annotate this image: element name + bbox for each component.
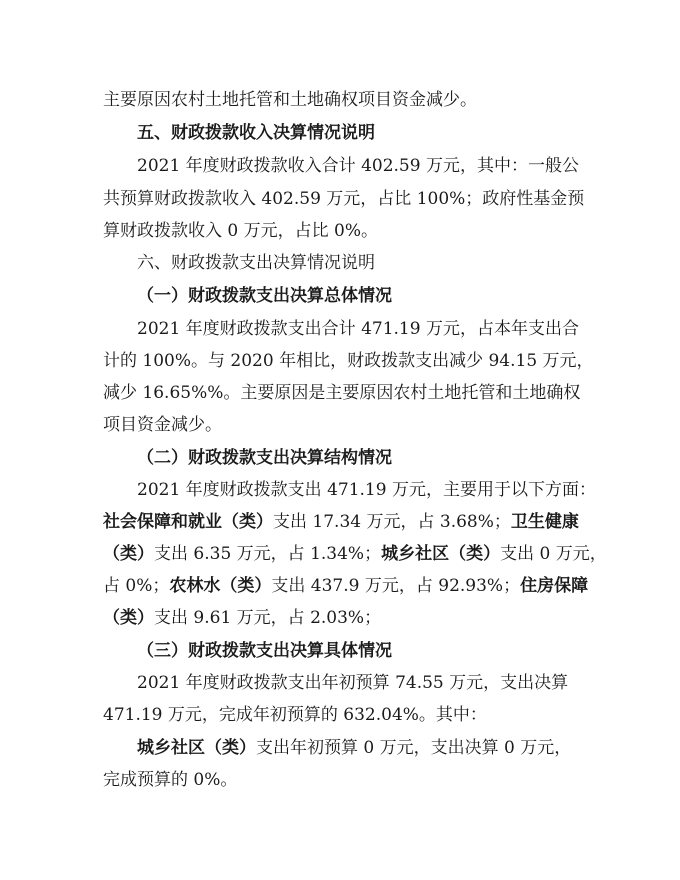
subsection-heading	[137, 285, 392, 307]
text-run: 主要原因农村土地托管和土地确权项目资金减少。	[103, 90, 477, 110]
text-line	[103, 414, 222, 436]
text-line	[103, 188, 584, 210]
text-run: 支出年初预算 0 万元，支出决算 0 万元，	[256, 738, 572, 758]
text-run: 算财政拨款收入 0 万元，占比 0%。	[103, 221, 378, 241]
text-line	[137, 318, 579, 340]
text-run: 项目资金减少。	[103, 415, 222, 435]
text-run: 六、财政拨款支出决算情况说明	[137, 253, 375, 273]
section-heading	[137, 122, 375, 144]
text-line	[103, 511, 579, 533]
bold-text-run: 城乡社区（类）	[381, 544, 501, 564]
text-run: 计的 100%。与 2020 年相比，财政拨款支出减少 94.15 万元，	[103, 351, 594, 371]
text-run: 支出 0 万元，	[500, 544, 607, 564]
text-line	[103, 543, 607, 565]
text-run: 共预算财政拨款收入 402.59 万元，占比 100%；政府性基金预	[103, 189, 585, 209]
text-line	[103, 89, 477, 111]
bold-text-run: 社会保障和就业（类）	[103, 512, 273, 532]
text-line	[137, 737, 571, 759]
text-run: 支出 17.34 万元，占 3.68%；	[273, 512, 511, 532]
text-line	[103, 607, 381, 629]
bold-text-run: （类）	[103, 608, 154, 628]
text-run: 2021 年度财政拨款支出 471.19 万元，主要用于以下方面：	[137, 480, 596, 500]
text-line	[103, 382, 580, 404]
text-run: 2021 年度财政拨款支出年初预算 74.55 万元，支出决算	[137, 673, 569, 693]
text-run: 完成预算的 0%。	[103, 770, 238, 790]
text-line	[103, 704, 487, 726]
bold-text-run: （三）财政拨款支出决算具体情况	[137, 641, 392, 661]
text-run: 支出 437.9 万元，占 92.93%；	[271, 576, 521, 596]
text-run: 占 0%；	[103, 576, 170, 596]
text-run: 支出 9.61 万元，占 2.03%；	[154, 608, 382, 628]
text-line	[103, 350, 594, 372]
bold-text-run: 城乡社区（类）	[137, 738, 256, 758]
bold-text-run: 五、财政拨款收入决算情况说明	[137, 123, 375, 143]
text-run: 2021 年度财政拨款收入合计 402.59 万元，其中：一般公	[137, 156, 579, 176]
text-run: 支出 6.35 万元，占 1.34%；	[154, 544, 382, 564]
bold-text-run: （类）	[103, 544, 154, 564]
text-line	[137, 155, 579, 177]
bold-text-run: （二）财政拨款支出决算结构情况	[137, 448, 392, 468]
text-run: 2021 年度财政拨款支出合计 471.19 万元，占本年支出合	[137, 319, 579, 339]
bold-text-run: （一）财政拨款支出决算总体情况	[137, 286, 392, 306]
section-heading	[137, 252, 375, 274]
bold-text-run: 卫生健康	[510, 512, 579, 532]
bold-text-run: 农林水（类）	[169, 576, 272, 596]
text-line	[137, 479, 596, 501]
text-run: 471.19 万元，完成年初预算的 632.04%。其中：	[103, 705, 487, 725]
text-line	[137, 672, 568, 694]
text-run: 减少 16.65%%。主要原因是主要原因农村土地托管和土地确权	[103, 383, 581, 403]
text-line	[103, 220, 378, 242]
text-line	[103, 769, 237, 791]
bold-text-run: 住房保障	[520, 576, 589, 596]
subsection-heading	[137, 640, 392, 662]
subsection-heading	[137, 447, 392, 469]
text-line	[103, 575, 588, 597]
